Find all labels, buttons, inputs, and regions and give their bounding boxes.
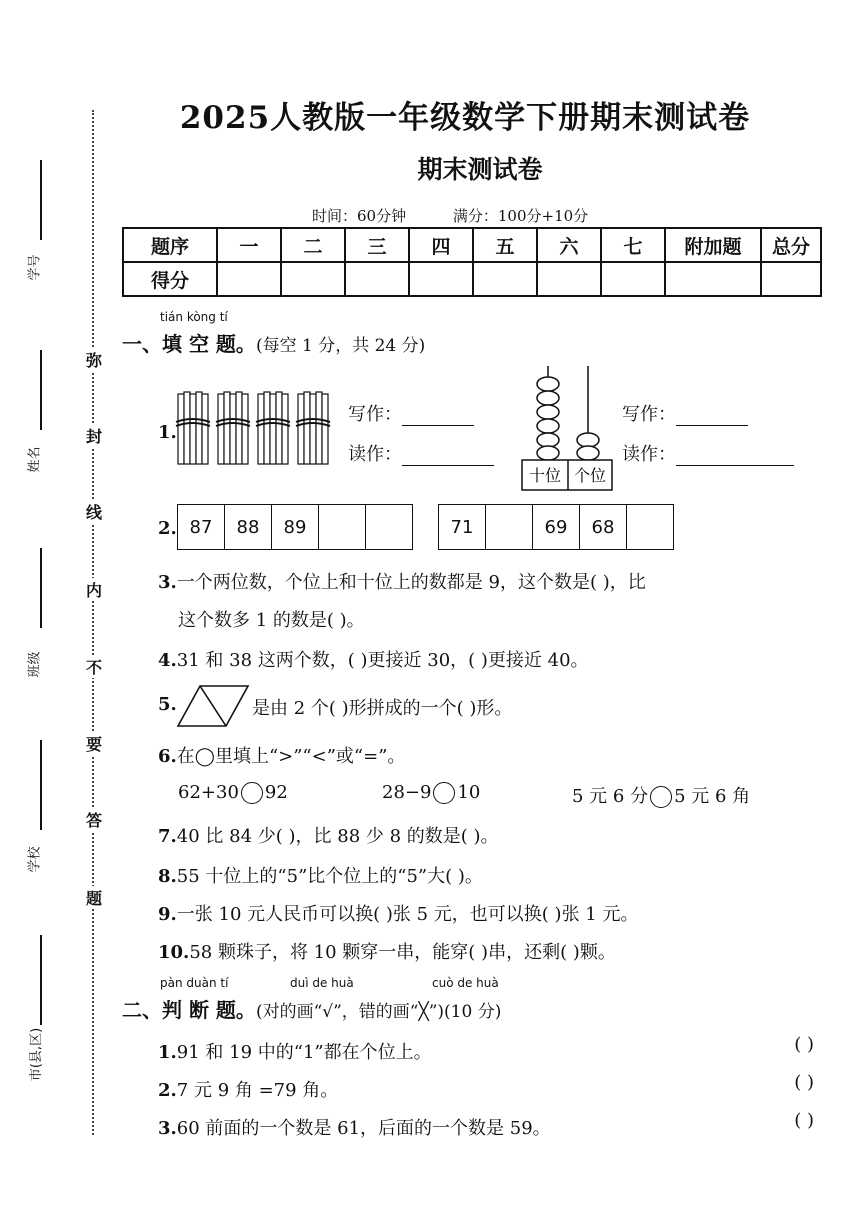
score-cell[interactable] <box>217 262 281 296</box>
sequence-blank[interactable] <box>627 505 674 550</box>
section2-pinyin-2: duì de huà <box>290 976 354 990</box>
exam-meta <box>312 205 630 226</box>
section1-title: 一、填 空 题。 <box>122 332 256 356</box>
section1-note: (每空 1 分，共 24 分) <box>255 336 426 356</box>
margin-label-city: 市(县,区) <box>29 1027 45 1082</box>
q6-compare-2: 28−9 10 <box>382 782 481 803</box>
header-cell: 四 <box>409 228 473 262</box>
parallelogram-image <box>176 684 250 728</box>
header-cell: 七 <box>601 228 665 262</box>
score-cell[interactable] <box>537 262 601 296</box>
page-subtitle: 期末测试卷 <box>417 155 543 184</box>
q1-number: 1. <box>158 422 177 443</box>
margin-line-class <box>40 548 42 628</box>
q1-right-write: 写作： <box>622 400 748 426</box>
compare-circle[interactable] <box>650 786 672 808</box>
exam-time: 时间：60分钟 <box>312 207 407 225</box>
section1-heading <box>122 328 425 357</box>
sequence-blank[interactable] <box>486 505 533 550</box>
q1-left-read: 读作： <box>348 440 494 466</box>
margin-label-school: 学校 <box>27 846 43 873</box>
section2-heading <box>122 994 501 1023</box>
abacus-tens-label: 十位 <box>528 466 562 485</box>
header-cell: 题序 <box>123 228 217 262</box>
header-cell: 六 <box>537 228 601 262</box>
sequence-blank[interactable] <box>319 505 366 550</box>
tf-answer-paren[interactable]: ( ) <box>794 1072 814 1093</box>
tf-answer-paren[interactable]: ( ) <box>794 1034 814 1055</box>
q2-number: 2. <box>158 518 177 539</box>
abacus-image <box>518 364 618 494</box>
number-sequence-1 <box>177 504 413 550</box>
q10: 10.58 颗珠子，将 10 颗穿一串，能穿( )串，还剩( )颗。 <box>158 942 616 963</box>
q6-compare-3: 5 元 6 分 5 元 6 角 <box>572 786 751 807</box>
dotted-seal-line <box>92 110 94 1135</box>
row-label: 得分 <box>123 262 217 296</box>
tf-item-3: 3.60 前面的一个数是 61，后面的一个数是 59。 <box>158 1118 551 1139</box>
header-cell: 三 <box>345 228 409 262</box>
section2-note: (对的画“√”，错的画“╳”)(10 分) <box>255 1002 502 1022</box>
q3-line2: 这个数多 1 的数是( )。 <box>178 610 365 631</box>
tf-answer-paren[interactable]: ( ) <box>794 1110 814 1131</box>
number-sequence-2 <box>438 504 674 550</box>
answer-line[interactable] <box>676 407 748 426</box>
answer-line[interactable] <box>676 447 794 466</box>
seal-char: 不 <box>86 655 102 678</box>
header-cell: 二 <box>281 228 345 262</box>
header-cell: 一 <box>217 228 281 262</box>
exam-full-score: 满分：100分+10分 <box>452 207 589 225</box>
seal-char: 答 <box>86 808 102 831</box>
page-title: 2025人教版一年级数学下册期末测试卷 <box>179 100 751 136</box>
sequence-cell: 69 <box>533 505 580 550</box>
q1-right-read: 读作： <box>622 440 794 466</box>
sequence-cell: 87 <box>178 505 225 550</box>
q9: 9.一张 10 元人民币可以换( )张 5 元，也可以换( )张 1 元。 <box>158 904 639 925</box>
score-cell[interactable] <box>473 262 537 296</box>
q5-number: 5. <box>158 694 177 715</box>
q1-left-write: 写作： <box>348 400 474 426</box>
compare-circle[interactable] <box>433 782 455 804</box>
answer-line[interactable] <box>402 407 474 426</box>
tf-item-1: 1.91 和 19 中的“1”都在个位上。 <box>158 1042 432 1063</box>
sequence-cell: 88 <box>225 505 272 550</box>
tf-item-2: 2.7 元 9 角 =79 角。 <box>158 1080 339 1101</box>
score-cell[interactable] <box>761 262 821 296</box>
q3-line1: 3.一个两位数，个位上和十位上的数都是 9，这个数是( )，比 <box>158 572 646 593</box>
sequence-cell: 89 <box>272 505 319 550</box>
margin-label-class: 班级 <box>27 651 43 678</box>
sequence-blank[interactable] <box>366 505 413 550</box>
margin-label-name: 姓名 <box>27 446 43 473</box>
section2-title: 二、判 断 题。 <box>122 998 256 1022</box>
sequence-cell: 68 <box>580 505 627 550</box>
section2-pinyin-3: cuò de huà <box>432 976 499 990</box>
answer-line[interactable] <box>402 447 494 466</box>
seal-char: 封 <box>86 424 102 447</box>
header-cell: 五 <box>473 228 537 262</box>
q7: 7.40 比 84 少( )，比 88 少 8 的数是( )。 <box>158 826 499 847</box>
score-cell[interactable] <box>665 262 761 296</box>
q5-text: 是由 2 个( )形拼成的一个( )形。 <box>252 698 513 719</box>
q6: 6.在◯里填上“>”“<”或“=”。 <box>158 746 406 767</box>
abacus-ones-label: 个位 <box>573 466 607 485</box>
seal-char: 内 <box>86 578 102 601</box>
seal-char: 弥 <box>86 348 102 371</box>
margin-line-school <box>40 740 42 830</box>
margin-line-name <box>40 350 42 430</box>
q8: 8.55 十位上的“5”比个位上的“5”大( )。 <box>158 866 483 887</box>
score-table-row <box>123 262 821 296</box>
header-cell: 附加题 <box>665 228 761 262</box>
score-cell[interactable] <box>409 262 473 296</box>
margin-line-city <box>40 935 42 1025</box>
margin-label-xuehao: 学号 <box>27 254 43 281</box>
score-table-header <box>123 228 821 262</box>
compare-circle[interactable] <box>241 782 263 804</box>
score-table <box>122 227 822 297</box>
seal-char: 线 <box>86 500 102 523</box>
q6-compare-1: 62+30 92 <box>178 782 288 803</box>
score-cell[interactable] <box>601 262 665 296</box>
score-cell[interactable] <box>345 262 409 296</box>
header-cell: 总分 <box>761 228 821 262</box>
seal-char: 要 <box>86 732 102 755</box>
section1-pinyin: tián kòng tí <box>160 310 228 324</box>
sequence-cell: 71 <box>439 505 486 550</box>
bundled-sticks-image <box>174 388 336 468</box>
seal-char: 题 <box>86 886 102 909</box>
score-cell[interactable] <box>281 262 345 296</box>
section2-pinyin-1: pàn duàn tí <box>160 976 229 990</box>
q4: 4.31 和 38 这两个数，( )更接近 30，( )更接近 40。 <box>158 650 589 671</box>
